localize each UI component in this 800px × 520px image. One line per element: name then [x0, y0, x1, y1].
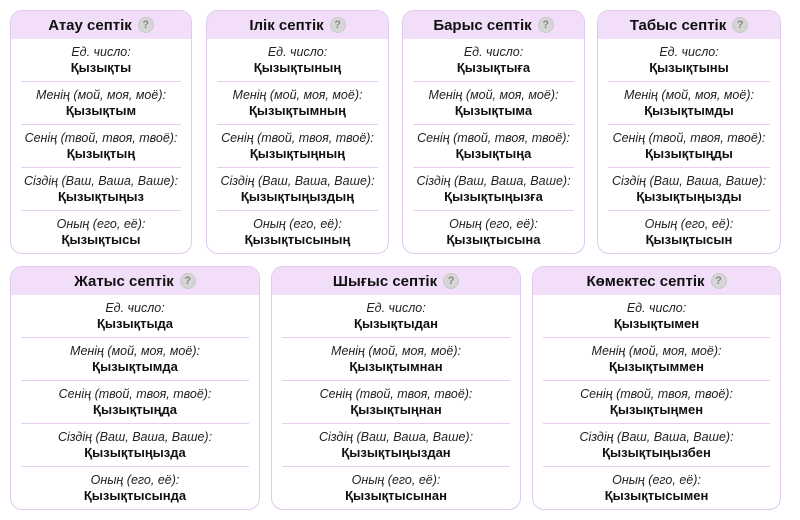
declension-label: Ед. число:	[71, 44, 131, 59]
declension-label: Оның (его, её):	[56, 217, 146, 231]
declension-row	[543, 338, 770, 381]
case-rows	[598, 39, 780, 254]
declension-label: Менің (мой, моя, моё):	[591, 343, 722, 358]
declension-label: Оның (его, её):	[351, 473, 441, 487]
declension-row	[217, 39, 378, 82]
declension-value: Қызықтының	[253, 59, 342, 75]
declension-label: Оның (его, её):	[253, 217, 342, 231]
declension-value: Қызықтымды	[644, 102, 734, 118]
help-icon[interactable]: ?	[732, 17, 748, 33]
declension-label: Сенің (твой, твоя, твоё):	[417, 130, 570, 145]
case-card-header	[11, 267, 259, 295]
case-rows	[272, 295, 520, 510]
declension-label: Сенің (твой, твоя, твоё):	[24, 130, 178, 145]
declension-label: Оның (его, её):	[644, 217, 734, 231]
declension-value: Қызықтыма	[454, 102, 533, 118]
declension-label: Сенің (твой, твоя, твоё):	[612, 130, 766, 145]
declension-label: Ед. число:	[626, 300, 687, 315]
declension-row	[21, 467, 249, 510]
declension-row	[21, 82, 181, 125]
declension-value: Қызықтысымен	[604, 488, 709, 503]
declension-value: Қызықтыңызбен	[602, 444, 711, 460]
declension-row	[413, 211, 574, 254]
declension-label: Сіздің (Ваш, Ваша, Ваше):	[579, 429, 734, 444]
declension-row	[217, 125, 378, 168]
declension-label: Ед. число:	[659, 44, 719, 59]
declension-row	[543, 467, 770, 510]
declension-label: Менің (мой, моя, моё):	[331, 343, 461, 358]
help-icon[interactable]: ?	[180, 273, 196, 289]
declension-label: Менің (мой, моя, моё):	[624, 87, 754, 102]
declension-label: Менің (мой, моя, моё):	[70, 343, 200, 358]
case-title: Табыс септік	[629, 16, 727, 34]
declension-value: Қызықтымнан	[349, 358, 443, 374]
case-card	[402, 10, 585, 254]
declension-value: Қызықтыңда	[93, 401, 177, 417]
declension-label: Сіздің (Ваш, Ваша, Ваше):	[23, 173, 179, 188]
declension-row	[282, 338, 510, 381]
declension-row	[608, 168, 770, 211]
declension-row	[543, 381, 770, 424]
declension-row	[608, 211, 770, 254]
declension-label: Ед. число:	[267, 44, 328, 59]
declension-label: Ед. число:	[366, 300, 426, 315]
declension-value: Қызықтыңызды	[636, 188, 742, 204]
declension-value: Қызықтысын	[645, 232, 733, 247]
declension-row	[217, 211, 378, 254]
case-card-header	[533, 267, 780, 295]
case-rows	[403, 39, 584, 254]
declension-row	[413, 168, 574, 211]
declension-value: Қызықтымда	[92, 358, 178, 374]
declension-label: Сенің (твой, твоя, твоё):	[319, 386, 473, 401]
help-icon[interactable]: ?	[443, 273, 459, 289]
case-card-header	[272, 267, 520, 295]
declension-value: Қызықтыңа	[455, 145, 532, 161]
declension-row	[21, 125, 181, 168]
declension-value: Қызықтыны	[649, 59, 729, 75]
help-icon[interactable]: ?	[138, 17, 154, 33]
case-title: Көмектес септік	[586, 272, 705, 290]
declension-value: Қызықтыңыздың	[240, 188, 355, 204]
declension-value: Қызықтыңның	[249, 145, 346, 161]
declension-value: Қызықтысында	[83, 488, 187, 503]
declension-label: Сіздің (Ваш, Ваша, Ваше):	[318, 429, 474, 444]
declension-value: Қызықтыңыз	[58, 188, 144, 204]
declension-label: Менің (мой, моя, моё):	[36, 87, 166, 102]
declension-row	[217, 168, 378, 211]
declension-label: Ед. число:	[105, 300, 165, 315]
case-rows	[533, 295, 780, 510]
declension-row	[21, 338, 249, 381]
declension-value: Қызықтыңды	[645, 145, 733, 161]
declension-row	[413, 125, 574, 168]
case-card-header	[598, 11, 780, 39]
declension-label: Сенің (твой, твоя, твоё):	[58, 386, 212, 401]
declension-value: Қызықтысынан	[345, 488, 447, 503]
declension-value: Қызықтысының	[244, 232, 351, 247]
declension-label: Сіздің (Ваш, Ваша, Ваше):	[416, 173, 571, 188]
case-card	[206, 10, 389, 254]
case-title: Жатыс септік	[74, 272, 174, 290]
declension-label: Оның (его, её):	[90, 473, 180, 487]
declension-row	[282, 424, 510, 467]
case-card-header	[207, 11, 388, 39]
declension-value: Қызықтыңмен	[609, 401, 704, 417]
declension-row	[543, 295, 770, 338]
case-rows	[11, 39, 191, 254]
declension-value: Қызықтысы	[61, 232, 141, 247]
declension-row	[608, 82, 770, 125]
declension-label: Оның (его, её):	[449, 217, 538, 231]
declension-label: Оның (его, её):	[612, 473, 701, 487]
declension-row	[21, 295, 249, 338]
declension-label: Сенің (твой, твоя, твоё):	[221, 130, 374, 145]
help-icon[interactable]: ?	[711, 273, 727, 289]
declension-label: Менің (мой, моя, моё):	[428, 87, 559, 102]
declension-label: Сіздің (Ваш, Ваша, Ваше):	[57, 429, 213, 444]
declension-row	[413, 82, 574, 125]
declension-value: Қызықты	[70, 59, 132, 75]
declension-label: Сіздің (Ваш, Ваша, Ваше):	[220, 173, 375, 188]
help-icon[interactable]: ?	[330, 17, 346, 33]
declension-row	[217, 82, 378, 125]
declension-row	[282, 381, 510, 424]
declension-value: Қызықтыңызға	[444, 188, 543, 204]
case-title: Ілік септік	[249, 16, 324, 34]
declension-row	[608, 125, 770, 168]
declension-value: Қызықтысына	[446, 232, 541, 247]
case-card-header	[11, 11, 191, 39]
declension-value: Қызықтыңыздан	[341, 444, 451, 460]
declension-value: Қызықтың	[66, 145, 136, 161]
declension-row	[543, 424, 770, 467]
case-card	[532, 266, 781, 510]
declension-row	[21, 39, 181, 82]
declension-value: Қызықтым	[65, 102, 137, 118]
declension-label: Сенің (твой, твоя, твоё):	[580, 386, 733, 401]
declension-value: Қызықтыммен	[609, 358, 704, 374]
declension-row	[21, 424, 249, 467]
declension-value: Қызықтыдан	[354, 315, 438, 331]
help-icon[interactable]: ?	[538, 17, 554, 33]
case-card	[271, 266, 521, 510]
case-card-header	[403, 11, 584, 39]
case-card	[10, 10, 192, 254]
case-title: Атау септік	[48, 16, 132, 34]
declension-label: Ед. число:	[463, 44, 524, 59]
declension-value: Қызықтыңнан	[350, 401, 442, 417]
declension-row	[21, 211, 181, 254]
declension-row	[282, 467, 510, 510]
declension-value: Қызықтыңызда	[84, 444, 186, 460]
case-rows	[11, 295, 259, 510]
case-card	[597, 10, 781, 254]
declension-row	[21, 168, 181, 211]
declension-row	[608, 39, 770, 82]
declension-row	[21, 381, 249, 424]
declension-label: Сіздің (Ваш, Ваша, Ваше):	[611, 173, 767, 188]
declension-value: Қызықтыға	[456, 59, 531, 75]
case-rows	[207, 39, 388, 254]
declension-value: Қызықтымның	[249, 102, 346, 118]
declension-label: Менің (мой, моя, моё):	[232, 87, 363, 102]
declension-row	[413, 39, 574, 82]
declension-row	[282, 295, 510, 338]
case-title: Шығыс септік	[332, 272, 438, 290]
declension-value: Қызықтыда	[96, 315, 174, 331]
case-title: Барыс септік	[433, 16, 532, 34]
declension-value: Қызықтымен	[613, 315, 700, 331]
case-card	[10, 266, 260, 510]
